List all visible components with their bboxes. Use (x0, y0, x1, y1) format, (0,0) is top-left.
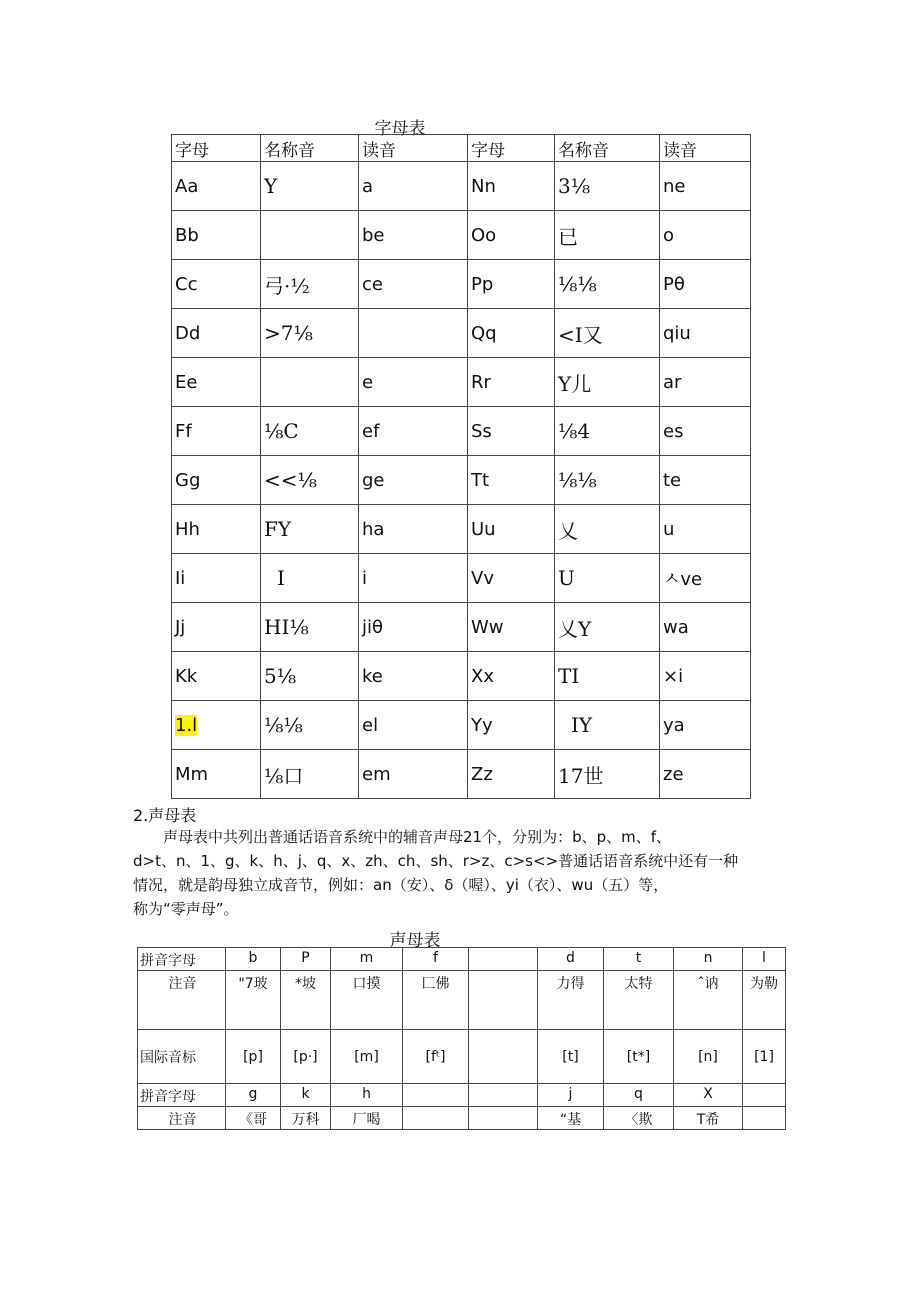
alphabet-cell: <<⅛ (261, 456, 359, 505)
alphabet-cell: Tt (468, 456, 555, 505)
alphabet-cell: e (359, 358, 468, 407)
paragraph-line: 称为“零声母”。 (133, 900, 239, 918)
initials-cell: *坡 (281, 971, 331, 1030)
alphabet-cell: wa (660, 603, 751, 652)
alphabet-cell: FY (261, 505, 359, 554)
alphabet-cell: ze (660, 750, 751, 799)
alphabet-cell: em (359, 750, 468, 799)
alphabet-row (172, 701, 751, 750)
alphabet-cell: te (660, 456, 751, 505)
initials-cell: 力得 (538, 971, 604, 1030)
alphabet-cell: Nn (468, 162, 555, 211)
alphabet-cell: Yy (468, 701, 555, 750)
alphabet-cell: Jj (172, 603, 261, 652)
alphabet-row (172, 260, 751, 309)
initials-cell: [fᵗ] (403, 1030, 469, 1084)
alphabet-cell: IY (555, 701, 660, 750)
initials-row-label: 国际音标 (138, 1030, 226, 1084)
alphabet-cell (359, 309, 468, 358)
alphabet-cell: <I又 (555, 309, 660, 358)
alphabet-cell: i (359, 554, 468, 603)
initials-cell (469, 948, 538, 971)
initials-cell: t (604, 948, 674, 971)
alphabet-cell: 3⅛ (555, 162, 660, 211)
alphabet-cell: 17世 (555, 750, 660, 799)
alphabet-cell: ya (660, 701, 751, 750)
initials-cell: 万科 (281, 1107, 331, 1130)
initials-cell: n (674, 948, 743, 971)
alphabet-cell: Aa (172, 162, 261, 211)
alphabet-cell: Pp (468, 260, 555, 309)
alphabet-cell: Kk (172, 652, 261, 701)
alphabet-cell: Hh (172, 505, 261, 554)
alphabet-cell: Ss (468, 407, 555, 456)
paragraph-line: 情况，就是韵母独立成音节，例如：an（安）、δ（喔）、yi（衣）、wu（五）等， (133, 876, 669, 894)
initials-cell: [t*] (604, 1030, 674, 1084)
alphabet-cell: ef (359, 407, 468, 456)
initials-cell: 匚佛 (403, 971, 469, 1030)
initials-cell: d (538, 948, 604, 971)
alphabet-cell: ar (660, 358, 751, 407)
initials-cell: 厂喝 (331, 1107, 403, 1130)
section-heading: 2.声母表 (133, 806, 197, 825)
alphabet-row (172, 750, 751, 799)
alphabet-cell: 乂Y (555, 603, 660, 652)
initials-cell: [n] (674, 1030, 743, 1084)
alphabet-cell: >7⅛ (261, 309, 359, 358)
alphabet-row (172, 162, 751, 211)
alphabet-cell: 乂 (555, 505, 660, 554)
initials-cell: [m] (331, 1030, 403, 1084)
alphabet-header-cell: 字母 (468, 135, 555, 162)
alphabet-header-cell: 名称音 (555, 135, 660, 162)
alphabet-cell: Y (261, 162, 359, 211)
alphabet-cell: qiu (660, 309, 751, 358)
initials-cell: 太特 (604, 971, 674, 1030)
initials-cell: X (674, 1084, 743, 1107)
alphabet-cell: u (660, 505, 751, 554)
alphabet-row (172, 554, 751, 603)
initials-cell: P (281, 948, 331, 971)
initials-cell: T希 (674, 1107, 743, 1130)
alphabet-cell: Xx (468, 652, 555, 701)
alphabet-cell: TI (555, 652, 660, 701)
alphabet-cell: Vv (468, 554, 555, 603)
initials-cell: [1] (743, 1030, 786, 1084)
initials-cell: b (226, 948, 281, 971)
alphabet-cell: be (359, 211, 468, 260)
alphabet-cell: ⅛口 (261, 750, 359, 799)
alphabet-cell: ⅛⅛ (555, 260, 660, 309)
initials-cell: 〈欺 (604, 1107, 674, 1130)
alphabet-cell: Bb (172, 211, 261, 260)
alphabet-row (172, 505, 751, 554)
initials-cell (469, 1084, 538, 1107)
initials-cell: h (331, 1084, 403, 1107)
initials-cell: j (538, 1084, 604, 1107)
alphabet-cell: Ww (468, 603, 555, 652)
initials-cell (403, 1107, 469, 1130)
alphabet-cell: I (261, 554, 359, 603)
highlighted-letter: 1.l (175, 714, 198, 736)
initials-cell: [p·] (281, 1030, 331, 1084)
alphabet-cell: ke (359, 652, 468, 701)
alphabet-cell: 5⅛ (261, 652, 359, 701)
alphabet-cell: ⅛4 (555, 407, 660, 456)
alphabet-cell: U (555, 554, 660, 603)
paragraph-line: d>t、n、1、g、k、h、j、q、x、zh、ch、sh、r>z、c>s<>普通话语音系统中还有一种 (133, 852, 739, 870)
alphabet-cell: Ee (172, 358, 261, 407)
alphabet-cell: ne (660, 162, 751, 211)
initials-table (137, 947, 786, 1130)
initials-cell: k (281, 1084, 331, 1107)
initials-cell: 口摸 (331, 971, 403, 1030)
paragraph-line: 声母表中共列出普通话语音系统中的辅音声母21个，分别为：b、p、m、f、 (163, 828, 672, 846)
initials-cell: "7玻 (226, 971, 281, 1030)
initials-cell: “基 (538, 1107, 604, 1130)
alphabet-cell: ⅛⅛ (555, 456, 660, 505)
alphabet-row (172, 211, 751, 260)
alphabet-header-cell: 读音 (359, 135, 468, 162)
alphabet-cell: ha (359, 505, 468, 554)
alphabet-header-cell: 名称音 (261, 135, 359, 162)
initials-cell: ˆ讷 (674, 971, 743, 1030)
alphabet-cell: Dd (172, 309, 261, 358)
initials-cell: g (226, 1084, 281, 1107)
alphabet-row (172, 603, 751, 652)
initials-cell: m (331, 948, 403, 971)
alphabet-header-cell: 字母 (172, 135, 261, 162)
alphabet-cell: ge (359, 456, 468, 505)
alphabet-cell: Cc (172, 260, 261, 309)
alphabet-cell: el (359, 701, 468, 750)
initials-row-label: 注音 (138, 1107, 226, 1130)
initials-cell: [t] (538, 1030, 604, 1084)
initials-row (138, 1084, 786, 1107)
alphabet-cell: Zz (468, 750, 555, 799)
alphabet-cell: Pθ (660, 260, 751, 309)
initials-table-title: 声母表 (389, 931, 441, 951)
initials-cell (469, 1030, 538, 1084)
alphabet-table (171, 134, 751, 799)
alphabet-cell: ×i (660, 652, 751, 701)
initials-cell (469, 1107, 538, 1130)
initials-cell: q (604, 1084, 674, 1107)
alphabet-cell: Oo (468, 211, 555, 260)
initials-cell: 为勒 (743, 971, 786, 1030)
alphabet-cell: Ii (172, 554, 261, 603)
alphabet-cell (261, 211, 359, 260)
alphabet-cell: HI⅛ (261, 603, 359, 652)
alphabet-cell: ⅛C (261, 407, 359, 456)
alphabet-cell: o (660, 211, 751, 260)
alphabet-cell: jiθ (359, 603, 468, 652)
initials-cell (469, 971, 538, 1030)
initials-cell: f (403, 948, 469, 971)
alphabet-row (172, 456, 751, 505)
initials-cell (743, 1107, 786, 1130)
alphabet-cell: Uu (468, 505, 555, 554)
alphabet-header-cell: 读音 (660, 135, 751, 162)
alphabet-cell: a (359, 162, 468, 211)
initials-row (138, 1107, 786, 1130)
alphabet-table-title: 字母表 (374, 119, 426, 139)
initials-cell: 《哥 (226, 1107, 281, 1130)
alphabet-header-row (172, 135, 751, 162)
alphabet-cell: Y儿 (555, 358, 660, 407)
initials-cell: l (743, 948, 786, 971)
alphabet-cell (261, 358, 359, 407)
initials-row-label: 拼音字母 (138, 948, 226, 971)
initials-cell (743, 1084, 786, 1107)
initials-row (138, 971, 786, 1030)
initials-row (138, 948, 786, 971)
alphabet-cell: ㅅve (660, 554, 751, 603)
alphabet-cell: Qq (468, 309, 555, 358)
alphabet-row (172, 358, 751, 407)
alphabet-cell (172, 701, 261, 750)
alphabet-cell: ⅛⅛ (261, 701, 359, 750)
initials-row-label: 拼音字母 (138, 1084, 226, 1107)
alphabet-cell: Ff (172, 407, 261, 456)
initials-row (138, 1030, 786, 1084)
alphabet-row (172, 652, 751, 701)
alphabet-cell: 已 (555, 211, 660, 260)
alphabet-row (172, 407, 751, 456)
initials-cell: [p] (226, 1030, 281, 1084)
alphabet-cell: ce (359, 260, 468, 309)
alphabet-row (172, 309, 751, 358)
initials-cell (403, 1084, 469, 1107)
alphabet-cell: es (660, 407, 751, 456)
alphabet-cell: Mm (172, 750, 261, 799)
alphabet-cell: Rr (468, 358, 555, 407)
initials-row-label: 注音 (138, 971, 226, 1030)
alphabet-cell: Gg (172, 456, 261, 505)
alphabet-cell: 弓·½ (261, 260, 359, 309)
